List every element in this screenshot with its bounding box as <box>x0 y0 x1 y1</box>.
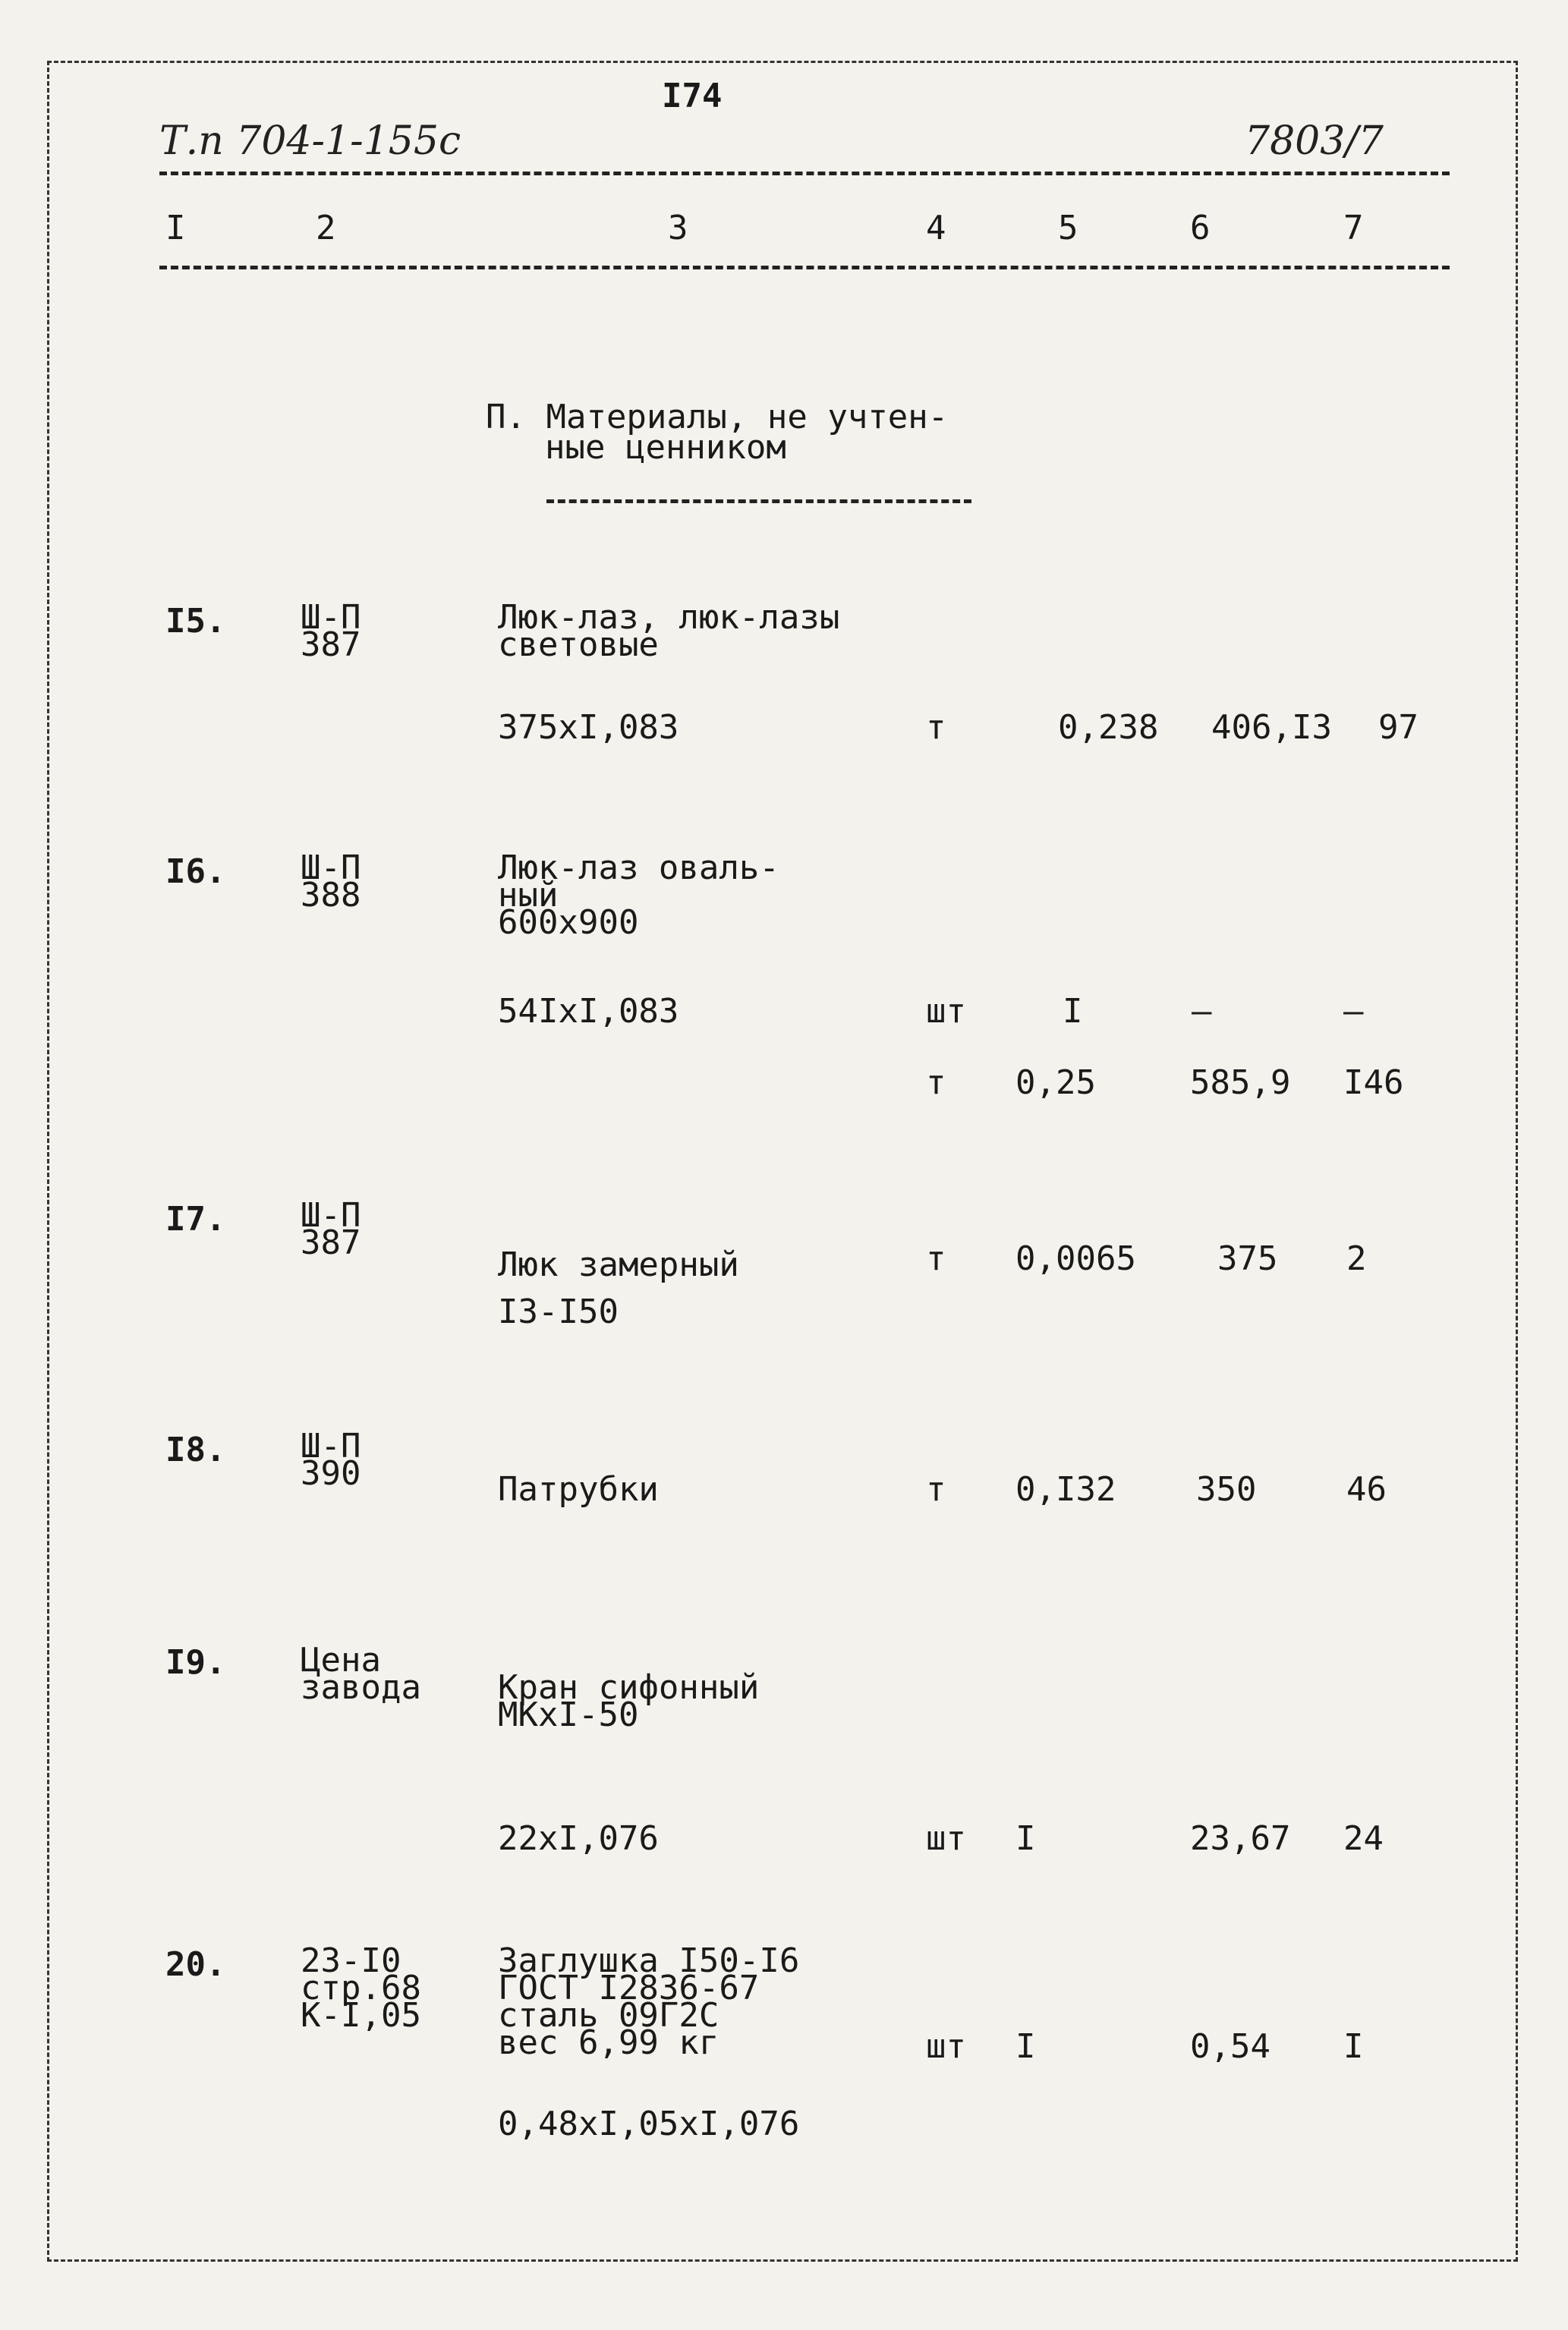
item-code-line: стр.68 <box>301 1969 421 2007</box>
item-unit: т <box>926 1470 946 1509</box>
page-number: I74 <box>662 77 723 115</box>
item-code <box>301 1427 361 1493</box>
item-code-line: 23-I0 <box>301 1941 401 1980</box>
page-frame <box>47 61 1518 2262</box>
item-total: – <box>1343 992 1364 1031</box>
item-number: I9. <box>165 1643 226 1682</box>
item-code-line: Ш-П <box>301 1196 361 1235</box>
item-code-line: Ш-П <box>301 849 361 887</box>
item-total: 2 <box>1346 1239 1367 1278</box>
item-calculation: 375xI,083 <box>498 708 679 747</box>
item-unit: т <box>926 1063 946 1102</box>
item-unit: т <box>926 1239 946 1278</box>
item-price: 406,I3 <box>1211 708 1332 747</box>
col-header-2: 2 <box>316 209 336 247</box>
item-total: I46 <box>1343 1063 1404 1102</box>
item-calculation: 0,48xI,05xI,076 <box>498 2105 800 2143</box>
item-price: – <box>1192 992 1212 1031</box>
item-name-line: МКxI-50 <box>498 1696 639 1734</box>
item-code-line: 387 <box>301 1223 361 1262</box>
item-price: 585,9 <box>1190 1063 1291 1102</box>
section-title <box>486 398 949 467</box>
item-unit: шт <box>926 2027 966 2066</box>
section-title-line-2: ные ценником <box>545 428 786 467</box>
item-code-line: 388 <box>301 876 361 915</box>
section-underline <box>546 499 971 503</box>
item-code <box>301 1196 361 1262</box>
item-code-line: завода <box>301 1668 421 1707</box>
item-name-line: Заглушка I50-I6 <box>498 1941 800 1980</box>
item-name <box>498 1668 760 1734</box>
project-code: Т.п 704-1-155с <box>159 118 461 164</box>
col-header-3: 3 <box>668 209 688 247</box>
item-unit: шт <box>926 1819 966 1858</box>
header-rule-bottom <box>159 266 1450 269</box>
item-name-line: сталь 09Г2С <box>498 1996 719 2035</box>
item-name <box>498 1242 739 1336</box>
section-title-line-1: П. Материалы, не учтен- <box>486 398 949 436</box>
item-number: 20. <box>165 1945 226 1984</box>
item-total: 97 <box>1378 708 1418 747</box>
item-calculation: 54IxI,083 <box>498 992 679 1031</box>
item-number: I5. <box>165 602 226 641</box>
item-code-line: 387 <box>301 625 361 664</box>
item-quantity: 0,238 <box>1058 708 1159 747</box>
item-total: 24 <box>1343 1819 1384 1858</box>
item-number: I6. <box>165 852 226 891</box>
item-unit: т <box>926 708 946 747</box>
item-code-line: Ш-П <box>301 1427 361 1466</box>
item-name-line: ГОСТ I2836-67 <box>498 1969 760 2007</box>
item-name <box>498 849 779 942</box>
item-price: 350 <box>1196 1470 1257 1509</box>
item-name <box>498 598 840 664</box>
item-price: 23,67 <box>1190 1819 1291 1858</box>
col-header-5: 5 <box>1058 209 1078 247</box>
item-number: I8. <box>165 1431 226 1469</box>
item-name-line: I3-I50 <box>498 1293 619 1331</box>
item-name-line: 600x900 <box>498 903 639 942</box>
item-code <box>301 598 361 664</box>
item-code <box>301 1641 421 1707</box>
item-name: Патрубки <box>498 1470 659 1509</box>
col-header-7: 7 <box>1343 209 1364 247</box>
item-price: 375 <box>1217 1239 1278 1278</box>
item-total: I <box>1343 2027 1364 2066</box>
item-quantity: 0,25 <box>1015 1063 1096 1102</box>
item-code <box>301 849 361 915</box>
item-quantity: I <box>1015 2027 1036 2066</box>
item-total: 46 <box>1346 1470 1387 1509</box>
item-name-line: Люк-лаз, люк-лазы <box>498 598 840 637</box>
item-name-line: Люк замерный <box>498 1245 739 1284</box>
item-code <box>301 1941 421 2035</box>
col-header-6: 6 <box>1190 209 1211 247</box>
item-code-line: Ш-П <box>301 598 361 637</box>
col-header-1: I <box>165 209 186 247</box>
album-code: 7803/7 <box>1245 118 1384 164</box>
item-name-line: вес 6,99 кг <box>498 2023 719 2062</box>
item-unit: шт <box>926 992 966 1031</box>
item-quantity: I <box>1063 992 1083 1031</box>
col-header-4: 4 <box>926 209 946 247</box>
item-code-line: 390 <box>301 1454 361 1493</box>
item-name <box>498 1941 800 2062</box>
item-calculation: 22xI,076 <box>498 1819 659 1858</box>
item-code-line: Цена <box>301 1641 381 1680</box>
header-rule-top <box>159 172 1450 175</box>
item-name-line: световые <box>498 625 659 664</box>
item-number: I7. <box>165 1200 226 1239</box>
item-quantity: 0,0065 <box>1015 1239 1136 1278</box>
item-quantity: I <box>1015 1819 1036 1858</box>
item-code-line: К-I,05 <box>301 1996 421 2035</box>
item-name-line: Кран сифонный <box>498 1668 760 1707</box>
item-name-line: Люк-лаз оваль- <box>498 849 779 887</box>
item-quantity: 0,I32 <box>1015 1470 1116 1509</box>
item-price: 0,54 <box>1190 2027 1270 2066</box>
item-name-line: ный <box>498 876 559 915</box>
